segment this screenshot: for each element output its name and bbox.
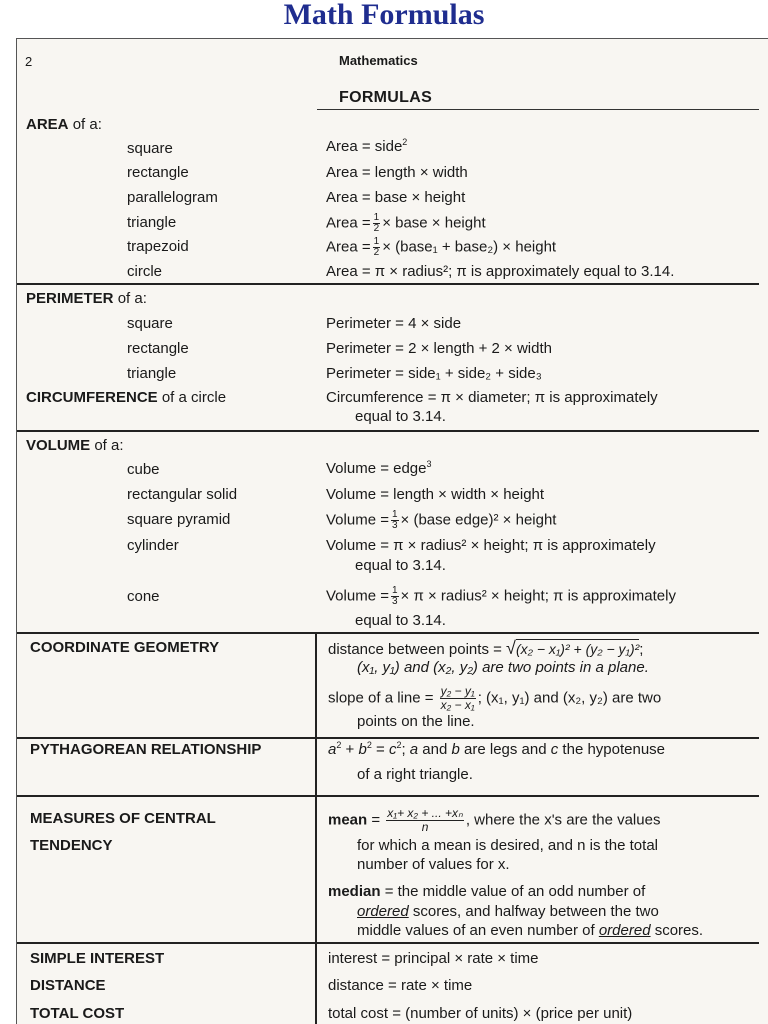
- central-tendency-heading: MEASURES OF CENTRAL: [30, 810, 216, 827]
- section-divider: [17, 795, 759, 797]
- volume-formula: Volume = edge$^3$: [326, 459, 432, 477]
- volume-formula: Volume = π × radius² × height; π is approximately: [326, 537, 656, 554]
- distance-rate-formula: distance = rate × time: [328, 977, 473, 994]
- perimeter-formula: Perimeter = side₁ + side₂ + side₃: [326, 365, 542, 382]
- simple-interest-formula: interest = principal × rate × time: [328, 950, 539, 967]
- section-divider: [17, 283, 759, 285]
- section-divider: [17, 942, 759, 944]
- volume-shape: square pyramid: [127, 511, 231, 528]
- volume-formula: Volume = $\frac{1}{3}$ × (base edge)² × height: [326, 509, 557, 531]
- area-formula: Area = base × height: [326, 189, 466, 206]
- pythagorean-formula-cont: of a right triangle.: [357, 766, 473, 783]
- simple-interest-heading: SIMPLE INTEREST: [30, 950, 165, 967]
- median-formula-cont: ordered scores, and halfway between the two: [357, 903, 659, 920]
- mean-formula-cont: for which a mean is desired, and n is the total: [357, 837, 658, 854]
- area-formula: Area = length × width: [326, 164, 468, 181]
- area-formula: Area = $\frac{1}{2}$ × (base₁ + base₂) × height: [326, 236, 557, 258]
- perimeter-heading: PERIMETER of a:: [26, 290, 147, 307]
- coordinate-heading: COORDINATE GEOMETRY: [30, 639, 220, 656]
- section-divider: [17, 632, 759, 634]
- perimeter-formula: Perimeter = 4 × side: [326, 315, 462, 332]
- circumference-formula: Circumference = π × diameter; π is approximately: [326, 389, 658, 406]
- volume-formula-cont: equal to 3.14.: [355, 557, 446, 574]
- formulas-heading: FORMULAS: [339, 89, 433, 106]
- volume-shape: cone: [127, 588, 160, 605]
- perimeter-formula: Perimeter = 2 × length + 2 × width: [326, 340, 552, 357]
- volume-heading: VOLUME of a:: [26, 437, 124, 454]
- subject-heading: Mathematics: [339, 53, 418, 68]
- page-number: 2: [25, 54, 33, 69]
- mean-formula: mean = $\frac{\text{x₁+ x₂ + ... +xₙ}}{n}$ , where the x's are the values: [328, 806, 661, 834]
- median-formula-cont: middle values of an even number of ordered scores.: [357, 922, 704, 939]
- area-shape: trapezoid: [127, 238, 189, 255]
- distance-heading: DISTANCE: [30, 977, 106, 994]
- area-formula: Area = $\frac{1}{2}$ × base × height: [326, 212, 486, 234]
- perimeter-shape: rectangle: [127, 340, 189, 357]
- slope-formula-cont: points on the line.: [357, 713, 475, 730]
- area-formula: Area = π × radius²; π is approximately equal to 3.14.: [326, 263, 675, 280]
- circumference-heading: CIRCUMFERENCE of a circle: [26, 389, 227, 406]
- heading-rule: [317, 109, 759, 110]
- volume-formula: Volume = $\frac{1}{3}$ × π × radius² × height; π is approximately: [326, 585, 676, 607]
- volume-formula-cont: equal to 3.14.: [355, 612, 446, 629]
- median-formula: median = the middle value of an odd number of: [328, 883, 646, 900]
- pythagorean-formula: $a^2 + b^2 = c^2$; a and b are legs and c the hypotenuse: [328, 740, 666, 758]
- area-shape: circle: [127, 263, 163, 280]
- distance-formula: distance between points = √(x₂ − x₁)² + (y₂ − y₁)²;: [328, 638, 644, 658]
- area-shape: triangle: [127, 214, 177, 231]
- total-cost-heading: TOTAL COST: [30, 1005, 125, 1022]
- volume-shape: cube: [127, 461, 160, 478]
- volume-formula: Volume = length × width × height: [326, 486, 545, 503]
- area-shape: square: [127, 140, 173, 157]
- pythagorean-heading: PYTHAGOREAN RELATIONSHIP: [30, 741, 262, 758]
- volume-shape: rectangular solid: [127, 486, 238, 503]
- area-shape: parallelogram: [127, 189, 218, 206]
- area-formula: Area = side$^2$: [326, 137, 408, 155]
- perimeter-shape: square: [127, 315, 173, 332]
- section-divider: [17, 430, 759, 432]
- column-divider: [315, 632, 317, 1024]
- mean-formula-cont: number of values for x.: [357, 856, 510, 873]
- total-cost-formula: total cost = (number of units) × (price per unit): [328, 1005, 633, 1022]
- perimeter-shape: triangle: [127, 365, 177, 382]
- slope-formula: slope of a line = $\frac{\text{y₂ − y₁}}{\text{x₂ − x₁}}$ ; (x₁, y₁) and (x₂, y₂) are two: [328, 684, 662, 712]
- formula-sheet: [16, 38, 768, 1024]
- circumference-formula-cont: equal to 3.14.: [355, 408, 446, 425]
- central-tendency-heading: TENDENCY: [30, 837, 113, 854]
- area-heading: AREA of a:: [26, 116, 102, 133]
- volume-shape: cylinder: [127, 537, 179, 554]
- distance-formula-cont: (x₁, y₁) and (x₂, y₂) are two points in a plane.: [357, 659, 649, 676]
- page-title: Math Formulas: [283, 0, 485, 31]
- section-divider: [17, 737, 759, 739]
- area-shape: rectangle: [127, 164, 189, 181]
